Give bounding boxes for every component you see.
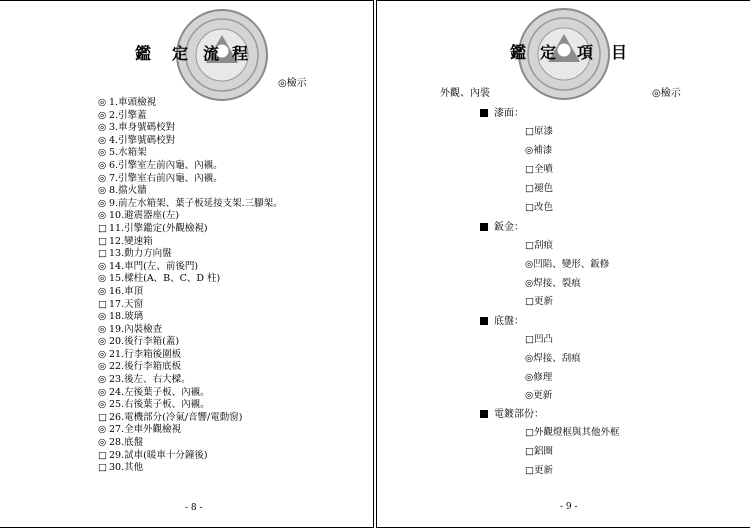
option-item: □原漆 [525, 126, 553, 137]
option-item: ◎補漆 [525, 145, 553, 156]
list-item: ◎ 8.擋火牆 [98, 185, 147, 197]
legend-inspect: ◎檢示 [652, 88, 681, 99]
option-item: □鋁圈 [525, 446, 553, 457]
list-item: □ 30.其他 [98, 462, 144, 474]
list-item: ◎ 27.全車外觀檢視 [98, 424, 182, 436]
list-item: ◎ 24.左後葉子板、內襯。 [98, 386, 210, 398]
list-item: ◎ 25.右後葉子板、內襯。 [98, 399, 210, 411]
option-item: □凹凸 [525, 334, 553, 345]
list-item: ◎ 16.車頂 [98, 285, 144, 297]
list-item: ◎ 28.底盤 [98, 437, 144, 449]
option-item: □改色 [525, 202, 553, 213]
bullet-square-icon [480, 109, 488, 117]
bullet-square-icon [480, 317, 488, 325]
category-sheet-metal: 鈑金： [480, 218, 524, 233]
inspection-flow-list [98, 97, 283, 475]
category-paint: 漆面： [480, 104, 524, 119]
option-item: ◎凹陷、變形、鈑修 [525, 259, 610, 270]
list-item: ◎ 15.樑柱(A、B、C、D 柱) [98, 273, 221, 285]
list-item: ◎ 18.玻璃 [98, 311, 144, 323]
page-number: - 9 - [560, 502, 578, 512]
list-item: ◎ 19.內裝檢查 [98, 323, 163, 335]
option-item: ◎焊接、刮痕 [525, 353, 581, 364]
option-item: □外觀燈框與其他外框 [525, 427, 620, 438]
option-item: □褪色 [525, 183, 553, 194]
list-item: □ 17.天窗 [98, 298, 144, 310]
list-item: ◎ 1.車頭檢視 [98, 97, 157, 108]
list-item: ◎ 14.車門(左、前後門) [98, 260, 199, 272]
list-item: ◎ 3.車身號碼校對 [98, 122, 176, 134]
title-char-2: 定 [540, 43, 559, 62]
option-item: ◎更新 [525, 390, 553, 401]
category-plating: 電鍍部份： [480, 405, 544, 420]
list-item: ◎ 21.行李箱後圍板 [98, 348, 182, 360]
title-char-1: 鑑 [510, 43, 529, 62]
title-char-3: 項 [577, 43, 596, 62]
option-item: □刮痕 [525, 240, 553, 251]
list-item: □ 12.變速箱 [98, 235, 153, 247]
list-item: ◎ 4.引擎號碼校對 [98, 134, 176, 146]
legend-inspect: ◎檢示 [278, 78, 307, 89]
list-item: ◎ 2.引擎蓋 [98, 109, 147, 121]
list-item: ◎ 10.避震器座(左) [98, 210, 180, 222]
list-item: ◎ 22.後行李箱底板 [98, 361, 182, 373]
association-seal-logo [518, 8, 610, 100]
left-page [0, 0, 374, 528]
list-item: ◎ 20.後行李箱(蓋) [98, 336, 180, 348]
list-item: □ 13.動力方向盤 [98, 248, 172, 260]
option-item: ◎焊接、裂痕 [525, 278, 581, 289]
title-char-4: 程 [232, 44, 251, 63]
list-item: ◎ 9.前左水箱架、葉子板延接支架.三腳架。 [98, 197, 283, 209]
title-char-1: 鑑 [135, 44, 154, 63]
option-item: □更新 [525, 465, 553, 476]
list-item: □ 29.試車(暖車十分鐘後) [98, 449, 208, 461]
section-label: 外觀、內裝 [440, 88, 490, 99]
list-item: ◎ 23.後左、右大樑。 [98, 374, 191, 386]
list-item: □ 26.電機部分(冷氣/音響/電動窗) [98, 411, 243, 423]
page-number: - 8 - [185, 503, 203, 513]
bullet-square-icon [480, 223, 488, 231]
title-char-4: 目 [611, 43, 630, 62]
list-item: □ 11.引擎鑑定(外觀檢視) [98, 222, 208, 234]
category-chassis: 底盤： [480, 312, 524, 327]
list-item: ◎ 7.引擎室右前內龜、內襯。 [98, 172, 223, 184]
option-item: □全噴 [525, 164, 553, 175]
list-item: ◎ 5.水箱架 [98, 147, 147, 159]
title-char-2: 定 [172, 44, 191, 63]
option-item: □更新 [525, 296, 553, 307]
list-item: ◎ 6.引擎室左前內龜、內襯。 [98, 159, 223, 171]
title-char-3: 流 [203, 44, 222, 63]
bullet-square-icon [480, 410, 488, 418]
option-item: ◎修理 [525, 372, 553, 383]
